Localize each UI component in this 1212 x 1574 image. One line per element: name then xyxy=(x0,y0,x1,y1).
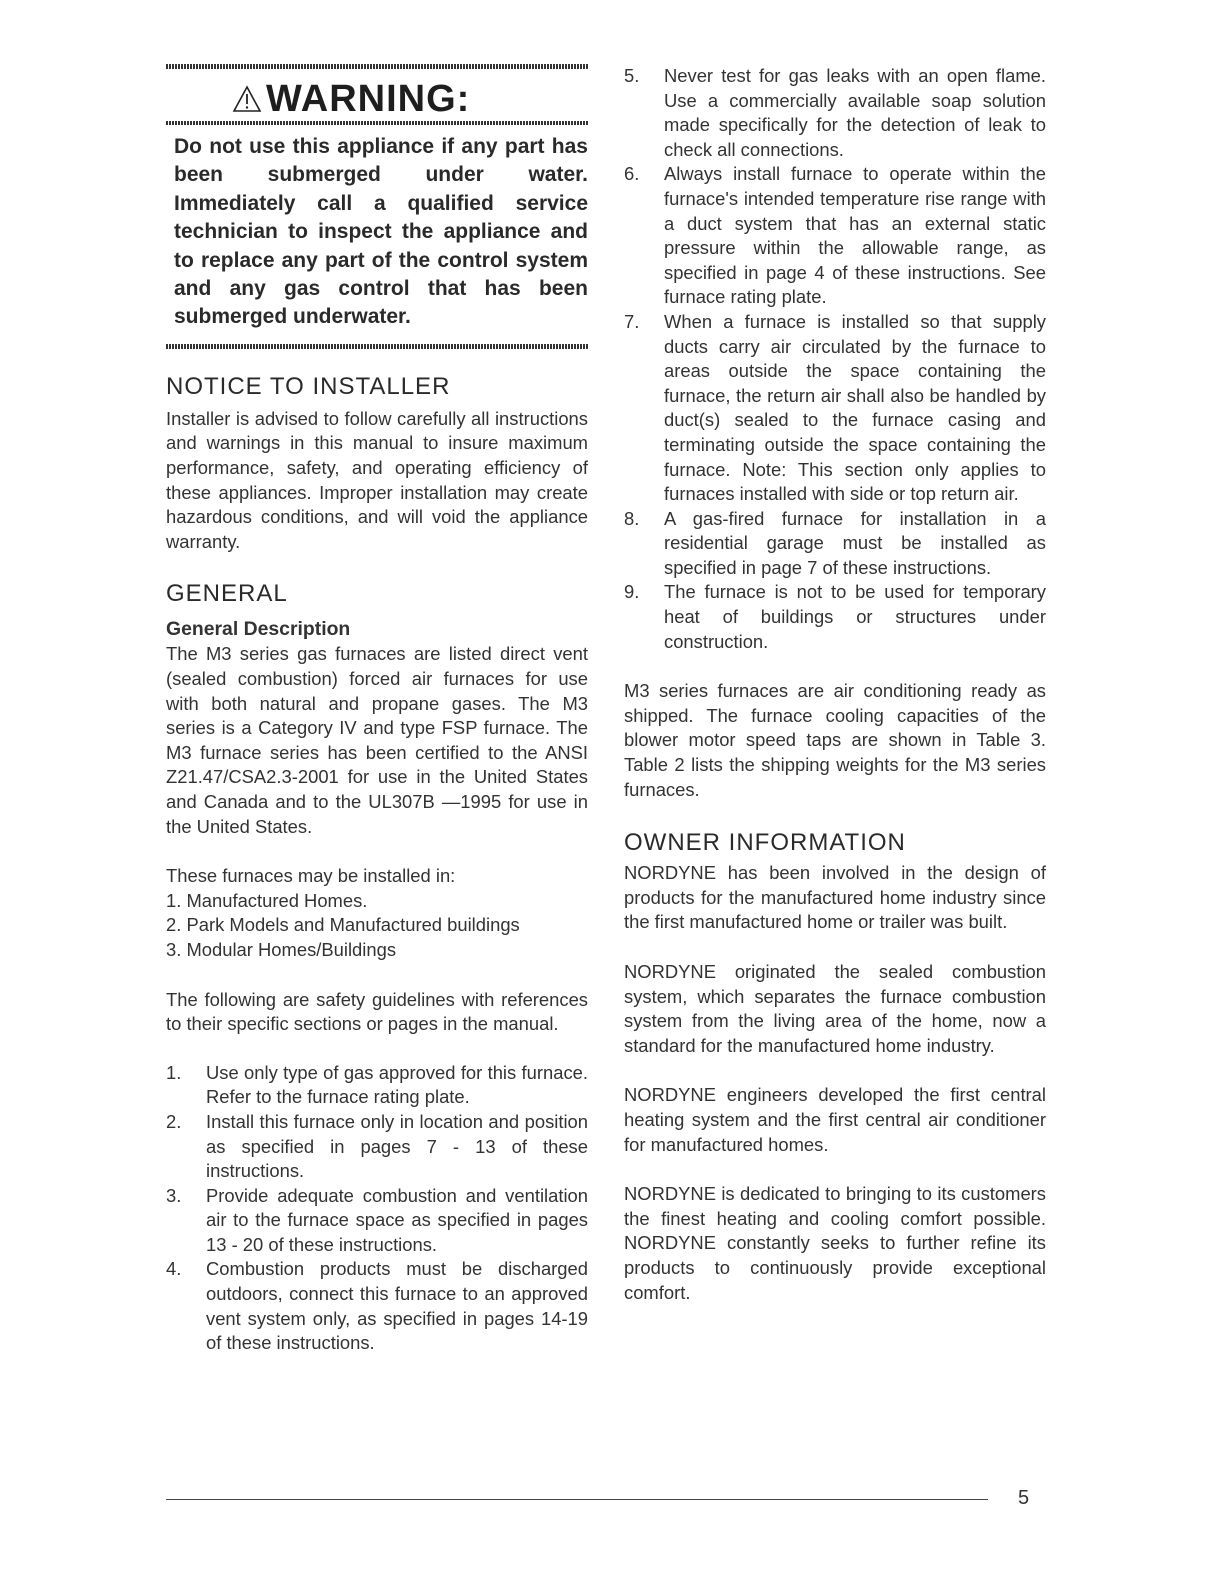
guideline-number: 3. xyxy=(166,1184,182,1206)
guideline-item xyxy=(624,162,1046,310)
guidelines-list-left xyxy=(166,1061,588,1356)
warning-triangle-icon xyxy=(232,85,262,113)
guideline-item xyxy=(624,310,1046,507)
owner-paragraph: NORDYNE originated the sealed combustion system, which separates the furnace combustion system from the living area of the home, now a standard for the manufactured home industry. xyxy=(624,961,1046,1056)
install-list-item xyxy=(166,913,588,938)
notice-heading: NOTICE TO INSTALLER xyxy=(166,372,451,400)
install-item-number: 2. xyxy=(166,914,182,936)
guideline-number: 9. xyxy=(624,581,640,603)
owner-paragraph: NORDYNE is dedicated to bringing to its customers the finest heating and cooling comfort possible. NORDYNE constantly seeks to further refine its products to continuously provide exceptional comfort. xyxy=(624,1183,1046,1303)
left-column xyxy=(166,64,588,1356)
guideline-number: 5. xyxy=(624,65,640,86)
right-column xyxy=(624,64,1046,1305)
install-list-item xyxy=(166,938,588,963)
guideline-item xyxy=(624,507,1046,581)
install-item-number: 1. xyxy=(166,889,182,911)
guideline-item xyxy=(624,580,1046,654)
owner-paragraph: NORDYNE engineers developed the first central heating system and the first central air conditioner for manufactured homes. xyxy=(624,1084,1046,1155)
install-item-text: Park Models and Manufactured buildings xyxy=(186,914,520,936)
guideline-text: Never test for gas leaks with an open flame. Use a commercially available soap solution made specifically for the detection of leak to check all connections. xyxy=(664,65,1046,160)
guideline-text: Install this furnace only in location and position as specified in pages 7 - 13 of these instructions. xyxy=(206,1110,588,1182)
guideline-text: Combustion products must be discharged outdoors, connect this furnace to an approved vent system only, as specified in pages 14-19 of these instructions. xyxy=(206,1258,588,1354)
guideline-number: 7. xyxy=(624,310,640,332)
page-number: 5 xyxy=(1018,1487,1030,1509)
install-item-number: 3. xyxy=(166,938,182,960)
guideline-text: A gas-fired furnace for installation in a residential garage must be installed as specified in page 7 of these instructions. xyxy=(664,507,1046,578)
guideline-item xyxy=(624,64,1046,162)
guideline-item xyxy=(166,1061,588,1110)
ac-ready-paragraph: M3 series furnaces are air conditioning ready as shipped. The furnace cooling capacities of the blower motor speed taps are shown in Table 3. Table 2 lists the shipping weights for the M3 series furnaces. xyxy=(624,680,1046,800)
guideline-text: Provide adequate combustion and ventilation air to the furnace space as specified in pages 13 - 20 of these instructions. xyxy=(206,1184,588,1255)
install-item-text: Modular Homes/Buildings xyxy=(186,938,397,960)
guideline-number: 2. xyxy=(166,1110,182,1132)
warning-title xyxy=(232,79,470,119)
warning-title-underline xyxy=(166,121,588,125)
warning-title-row xyxy=(166,69,588,125)
notice-body: Installer is advised to follow carefully all instructions and warnings in this manual to insure maximum performance, safety, and operating efficiency of these appliances. Improper installation may create hazardous conditions, and will void the appliance warranty. xyxy=(166,407,588,552)
install-list xyxy=(166,889,588,963)
guidelines-intro: The following are safety guidelines with references to their specific sections or pages in the manual. xyxy=(166,988,588,1035)
owner-heading: OWNER INFORMATION xyxy=(624,829,906,857)
warning-title-text: WARNING: xyxy=(266,78,471,120)
general-description-heading: General Description xyxy=(166,618,351,641)
guideline-number: 8. xyxy=(624,507,640,529)
owner-paragraph: NORDYNE has been involved in the design of products for the manufactured home industry since the first manufactured home or trailer was built. xyxy=(624,862,1046,933)
warning-box xyxy=(166,64,588,349)
warning-bottom-rule xyxy=(166,344,588,349)
guideline-number: 4. xyxy=(166,1258,182,1280)
install-list-item xyxy=(166,889,588,914)
install-item-text: Manufactured Homes. xyxy=(186,889,368,911)
guideline-text: Use only type of gas approved for this furnace. Refer to the furnace rating plate. xyxy=(206,1061,588,1108)
install-intro: These furnaces may be installed in: xyxy=(166,865,456,887)
general-description-body: The M3 series gas furnaces are listed direct vent (sealed combustion) forced air furnaces for use with both natural and propane gases. The M3 series is a Category IV and type FSP furnace. The M3 furnace series has been certified to the ANSI Z21.47/CSA2.3-2001 for use in the United States and Canada and to the UL307B —1995 for use in the United States. xyxy=(166,643,588,837)
footer-rule xyxy=(166,1499,988,1500)
warning-body: Do not use this appliance if any part has been submerged under water. Immediately call a qualified service technician to inspect the appliance and to replace any part of the control system and any gas control that has been submerged underwater. xyxy=(174,135,588,329)
guideline-number: 1. xyxy=(166,1061,182,1083)
guideline-item xyxy=(166,1184,588,1258)
general-heading: GENERAL xyxy=(166,580,288,608)
guideline-item xyxy=(166,1110,588,1184)
guideline-text: Always install furnace to operate within the furnace's intended temperature rise range with a duct system that has an external static pressure within the allowable range, as specified in page 4 of these instructions. See furnace rating plate. xyxy=(664,163,1046,308)
guideline-text: When a furnace is installed so that supply ducts carry air circulated by the furnace to areas outside the space containing the furnace, the return air shall also be handled by duct(s) sealed to the furnace casing and terminating outside the space containing the furnace. Note: This section only applies to furnaces installed with side or top return air. xyxy=(664,310,1046,505)
guidelines-list-right xyxy=(624,64,1046,654)
guideline-item xyxy=(166,1257,588,1355)
guideline-number: 6. xyxy=(624,163,640,185)
guideline-text: The furnace is not to be used for temporary heat of buildings or structures under construction. xyxy=(664,581,1046,652)
